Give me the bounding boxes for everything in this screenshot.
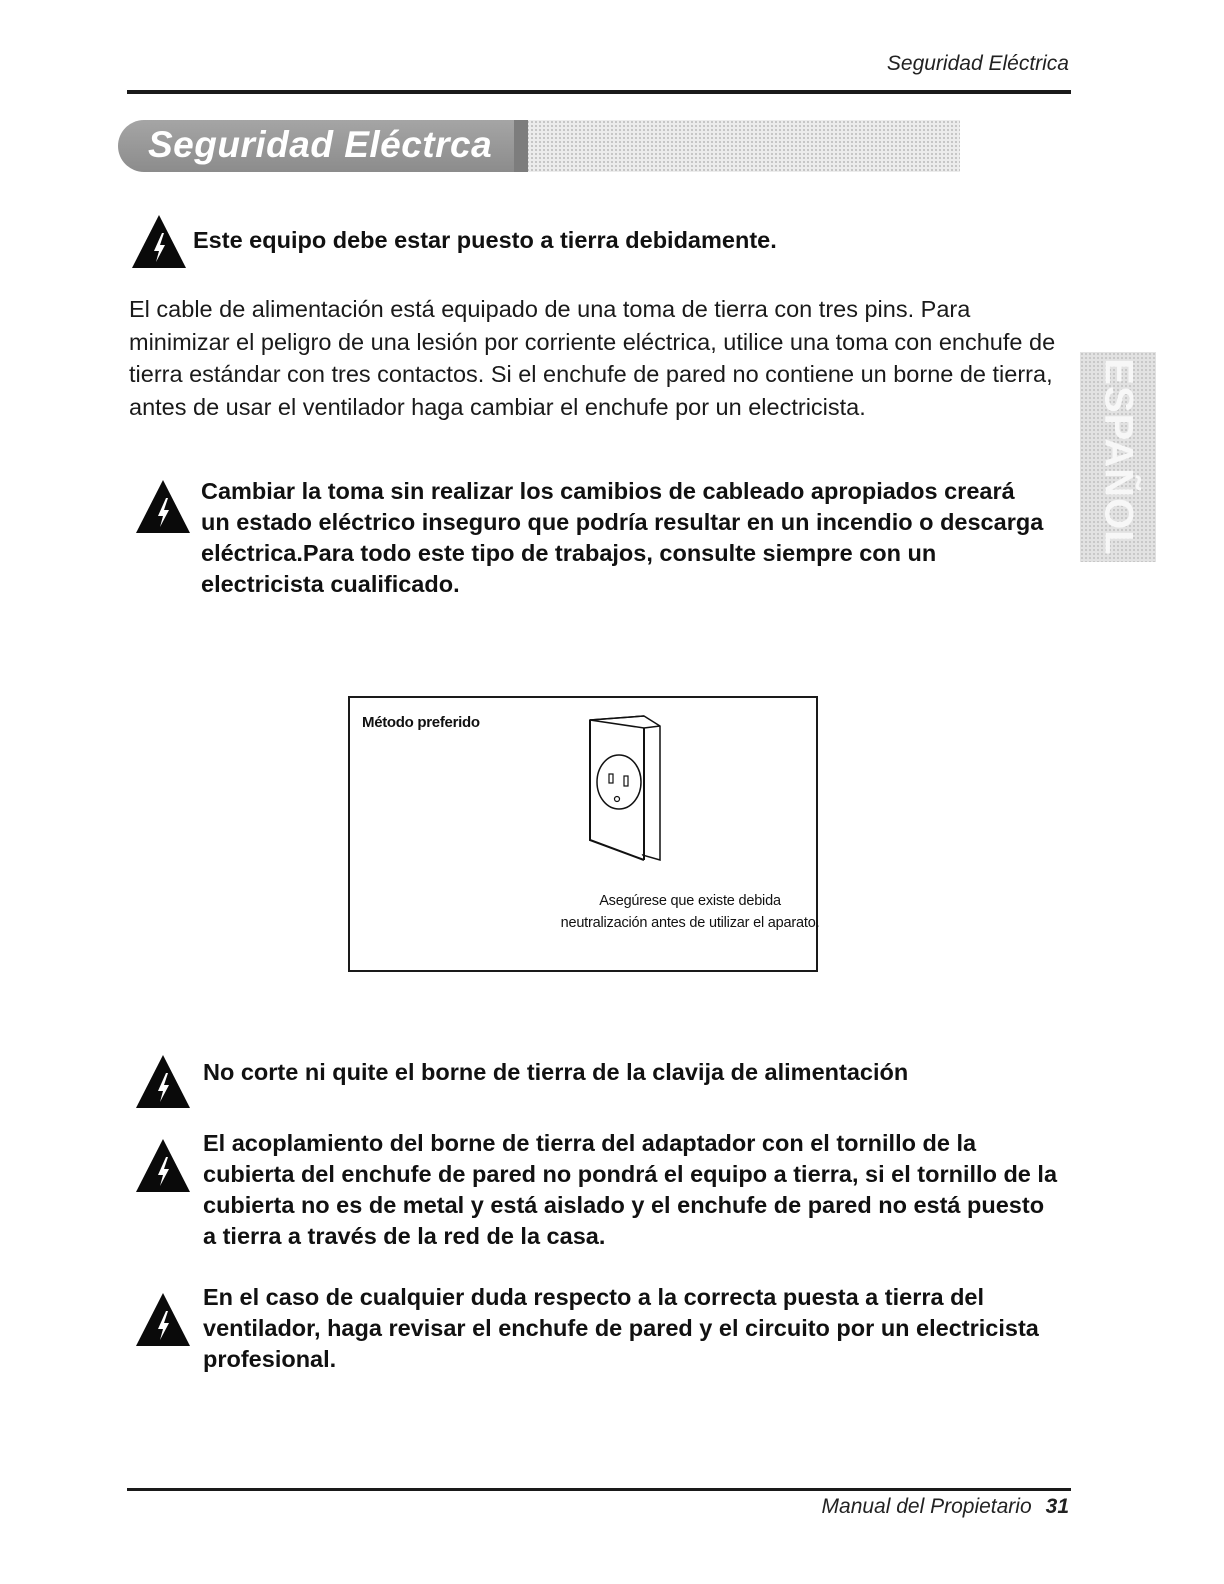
figure-caption: Asegúrese que existe debida neutralización antes de utilizar el aparato. [560,893,820,931]
banner-dotted-fill [494,120,960,172]
warning-electric-icon [129,212,189,272]
header-rule [127,90,1071,94]
section-banner [118,118,960,174]
warning-ground-pin-text: No corte ni quite el borne de tierra de la clavija de alimentación [203,1059,909,1085]
warning-rewiring-text: Cambiar la toma sin realizar los camibios de cableado apropiados creará un estado eléctrico inseguro que podría resultar en un incendio o descarga eléctrica.Para todo este tipo de trabajos, consulte siempre con un electricista cualificado. [201,478,1044,597]
banner-divider [514,120,528,172]
warning-electric-icon [133,1052,193,1112]
side-language-tab [1080,352,1156,562]
wall-outlet-icon [586,714,666,864]
figure-label: Método preferido [362,714,480,731]
warning-doubt-text: En el caso de cualquier duda respecto a la correcta puesta a tierra del ventilador, haga revisar el enchufe de pared y el circuito por un electricista profesional. [203,1284,1039,1372]
body-paragraph: El cable de alimentación está equipado de una toma de tierra con tres pins. Para minimizar el peligro de una lesión por corriente eléctrica, utilice una toma con enchufe de tierra estándar con tres contactos. Si el enchufe de pared no contiene un borne de tierra, antes de usar el ventilador haga cambiar el enchufe por un electricista. [129,296,1056,420]
warning-electric-icon [133,1290,193,1350]
preferred-method-figure [348,696,818,972]
section-title: Seguridad Eléctrca [148,124,493,165]
warning-grounding-heading: Este equipo debe estar puesto a tierra debidamente. [193,227,777,253]
page-header-title: Seguridad Eléctrica [886,52,1069,75]
page-number: 31 [1045,1495,1069,1518]
footer-rule [127,1488,1071,1491]
warning-electric-icon [133,1136,193,1196]
warning-electric-icon [133,477,193,537]
page-footer [822,1495,1069,1519]
footer-manual-title: Manual del Propietario [821,1495,1032,1518]
warning-adapter-text: El acoplamiento del borne de tierra del adaptador con el tornillo de la cubierta del enchufe de pared no pondrá el equipo a tierra, si el tornillo de la cubierta no es de metal y está aislado y el enchufe de pared no está puesto a tierra a través de la red de la casa. [203,1130,1058,1249]
side-language-label: ESPAÑOL [1096,358,1141,556]
